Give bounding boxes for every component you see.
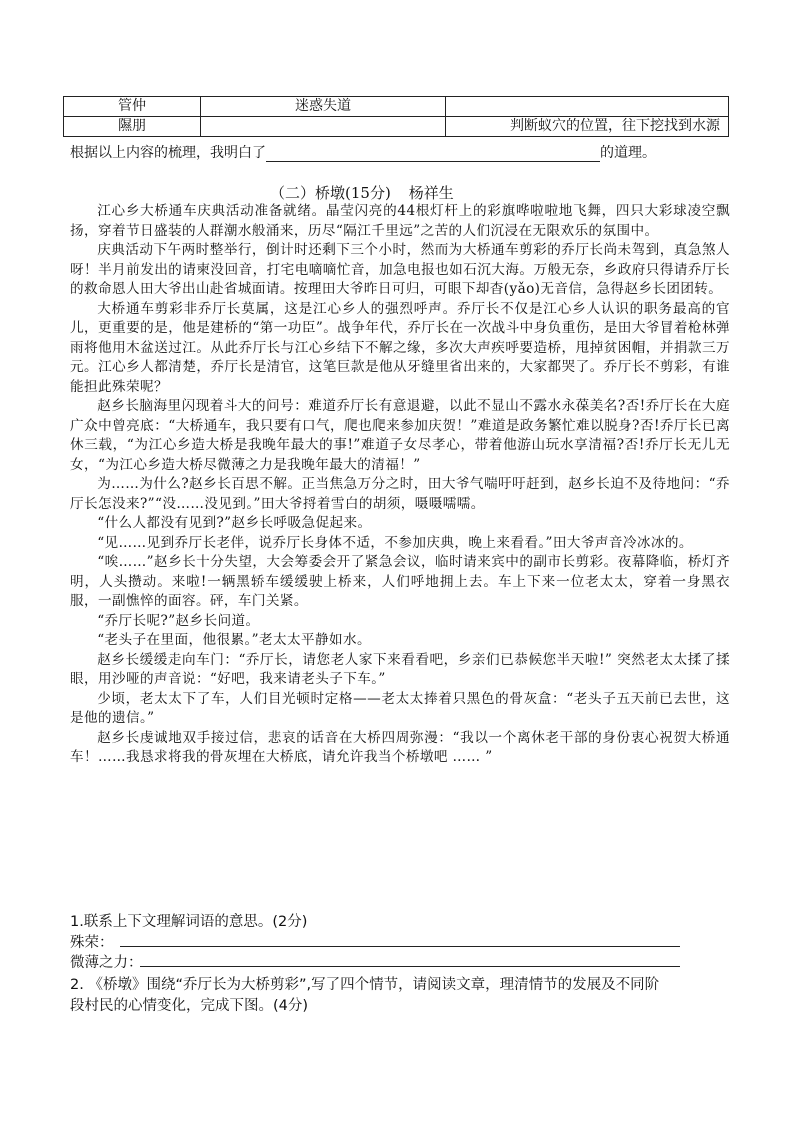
story-paragraph: 庆典活动下午两时整举行，倒计时还剩下三个小时，然而为大桥通车剪彩的乔厅长尚未驾到，真急煞人呀！半月前发出的请柬没回音，打宅电嘀嘀忙音，加急电报也如石沉大海。万般无奈，乡政府只得请乔厅长的救命恩人田大爷出山赴省城面请。按理田大爷昨日可归，可眼下却杳(yǎo)无音信，急得赵乡长团团转。 [70,242,730,297]
table-row [64,117,729,137]
q1-term-2-label: 微薄之力： [70,955,143,971]
section-author: 杨祥生 [408,184,454,202]
summary-prefix: 根据以上内容的梳理，我明白了 [70,145,266,161]
answer-table [63,96,729,137]
story-paragraph: “什么人都没有见到?”赵乡长呼吸急促起来。 [97,515,372,531]
summary-suffix: 的道理。 [600,145,656,161]
question-1: 1.联系上下文理解词语的意思。(2分) [70,914,308,930]
section-title: （二）桥墩(15分) [270,184,391,202]
table-cell-event [201,117,446,137]
table-cell-name: 管仲 [64,97,201,117]
story-paragraph: “见……见到乔厅长老伴，说乔厅长身体不适，不参加庆典，晚上来看看。”田大爷声音冷冰冰的。 [97,534,693,551]
story-paragraph: 赵乡长缓缓走向车门：“乔厅长，请您老人家下来看看吧，乡亲们已恭候您半天啦!” 突然老太太揉了揉眼，用沙哑的声音说：“好吧，我来请老头子下车。” [70,651,730,687]
summary-blank [266,145,600,162]
question-2-line-1: 2. 《桥墩》围绕“乔厅长为大桥剪彩”,写了四个情节，请阅读文章，理清情节的发展及不同阶 [70,977,660,993]
section-title-line [270,182,454,203]
table-cell-event: 迷惑失道 [201,97,446,117]
story-paragraph: 赵乡长虔诚地双手接过信，悲哀的话音在大桥四周弥漫：“我以一个离休老干部的身份衷心祝贺大桥通车！……我恳求将我的骨灰埋在大桥底，请允许我当个桥墩吧 …… ” [70,729,730,765]
story-paragraph: 为……为什么?赵乡长百思不解。正当焦急万分之时，田大爷气喘吁吁赶到，赵乡长迫不及待地问：“乔厅长怎没来?”“没……没见到。”田大爷捋着雪白的胡须，嗫嗫嚅嚅。 [70,476,730,512]
story-body [70,202,730,768]
table-cell-method [446,97,729,117]
story-paragraph: 少顷，老太太下了车，人们目光顿时定格——老太太捧着只黑色的骨灰盒：“老头子五天前已去世，这是他的遗信。” [70,690,730,726]
q1-term-1-answer-line[interactable] [120,946,680,947]
story-paragraph: “老头子在里面，他很累。”老太太平静如水。 [97,632,371,648]
story-paragraph: 江心乡大桥通车庆典活动准备就绪。晶莹闪亮的44根灯杆上的彩旗哗啦啦地飞舞，四只大彩球凌空飘扬，穿着节日盛装的人群潮水般涌来，历尽“隔江千里远”之苦的人们沉浸在无限欢乐的氛围中。 [70,203,730,239]
table-row [64,97,729,117]
story-paragraph: 大桥通车剪彩非乔厅长莫属，这是江心乡人的强烈呼声。乔厅长不仅是江心乡人认识的职务最高的官儿，更重要的是，他是建桥的“第一功臣”。战争年代，乔厅长在一次战斗中身负重伤，是田大爷冒着枪林弹雨将他用木盆送过江。从此乔厅长与江心乡结下不解之缘，多次大声疾呼要造桥，甩掉贫困帽，并捐款三万元。江心乡人都清楚，乔厅长是清官，这笔巨款是他从牙缝里省出来的，大家都哭了。乔厅长不剪彩，有谁能担此殊荣呢？ [70,300,730,395]
q1-term-1-label: 殊荣： [70,935,114,951]
story-paragraph: “乔厅长呢?”赵乡长问道。 [97,612,260,629]
table-cell-method: 判断蚁穴的位置，往下挖找到水源 [446,117,729,137]
story-paragraph: “唉……”赵乡长十分失望，大会筹委会开了紧急会议，临时请来宾中的副市长剪彩。夜幕降临，桥灯齐明，人头攒动。来啦!一辆黑轿车缓缓驶上桥来，人们呼地拥上去。车上下来一位老太太，穿着一身黑衣服，一副憔悴的面容。砰，车门关紧。 [70,554,730,609]
q1-term-2-answer-line[interactable] [140,966,680,967]
question-2-line-2: 段村民的心情变化，完成下图。(4分) [70,998,309,1014]
story-paragraph: 赵乡长脑海里闪现着斗大的问号：难道乔厅长有意退避，以此不显山不露水永葆美名?否!乔厅长在大庭广众中曾亮底：“大桥通车，我只要有口气，爬也爬来参加庆贺！”难道是政务繁忙难以脱身?否!乔厅长已离休三载，“为江心乡造大桥是我晚年最大的事!”难道子女尽孝心，带着他游山玩水享清福?否!乔厅长无儿无女，“为江心乡造大桥尽微薄之力是我晚年最大的清福！” [70,398,730,473]
summary-line [70,142,656,162]
table-cell-name: 隰朋 [64,117,201,137]
